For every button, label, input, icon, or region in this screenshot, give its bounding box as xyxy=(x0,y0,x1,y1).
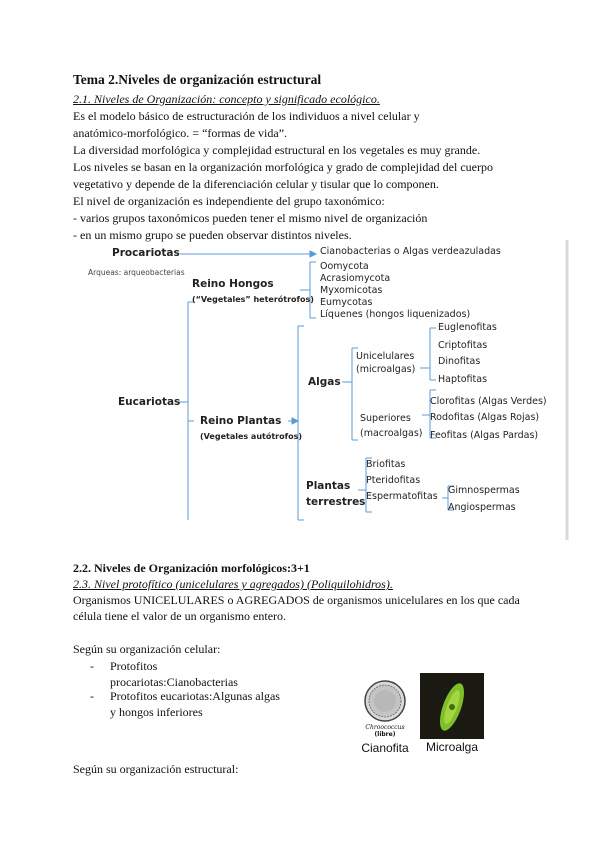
terr-item: Espermatofitas xyxy=(366,491,438,502)
paragraph-line: Según su organización celular: xyxy=(73,642,221,656)
unicel-item: Dinofitas xyxy=(438,356,481,367)
list-item-cont: y hongos inferiores xyxy=(110,705,203,719)
paragraph-line: - en un mismo grupo se pueden observar distintos niveles. xyxy=(73,228,352,242)
plantas-terrestres-label: Plantas xyxy=(306,480,351,492)
page-title: Tema 2.Niveles de organización estructural xyxy=(73,72,322,87)
microalga-cell-icon xyxy=(420,673,484,739)
list-item: Protofitos xyxy=(110,659,158,673)
unicelulares-label: Unicelulares xyxy=(356,351,415,362)
paragraph-line: Según su organización estructural: xyxy=(73,762,239,776)
algas-label: Algas xyxy=(308,376,341,388)
cianofita-caption: Cianofita xyxy=(361,741,409,755)
unicelulares-sublabel: (microalgas) xyxy=(356,364,416,375)
bullet-dash: - xyxy=(90,689,94,703)
hongos-item: Eumycotas xyxy=(320,297,373,308)
reino-hongos-label: Reino Hongos xyxy=(192,278,274,290)
arqueas-label: Arqueas: arqueobacterias xyxy=(88,268,185,277)
chroococcus-sublabel: (libre) xyxy=(374,731,396,738)
paragraph-line: Los niveles se basan en la organización morfológica y grado de complejidad del cuerpo xyxy=(73,160,493,174)
super-item: Clorofitas (Algas Verdes) xyxy=(430,396,547,407)
plantas-subtitle: (Vegetales autótrofos) xyxy=(200,432,302,441)
bullet-dash: - xyxy=(90,659,94,673)
section-3-title: 2.3. Nivel protofítico (unicelulares y agregados) (Poliquilohidros). xyxy=(73,577,393,591)
super-item: Rodofitas (Algas Rojas) xyxy=(430,412,540,423)
paragraph-line: anatómico-morfológico. = “formas de vida”. xyxy=(73,126,288,140)
paragraph-line: Es el modelo básico de estructuración de los individuos a nivel celular y xyxy=(73,109,420,123)
superiores-label: Superiores xyxy=(360,413,411,424)
list-item-cont: procariotas:Cianobacterias xyxy=(110,675,238,689)
unicel-item: Criptofitas xyxy=(438,340,488,351)
paragraph-line: La diversidad morfológica y complejidad estructural en los vegetales es muy grande. xyxy=(73,143,481,157)
cianobacterias-label: Cianobacterias o Algas verdeazuladas xyxy=(320,246,501,257)
microalga-caption: Microalga xyxy=(425,740,479,754)
esperm-item: Gimnospermas xyxy=(448,485,520,496)
hongos-item: Líquenes (hongos liquenizados) xyxy=(320,309,471,320)
procariotas-label: Procariotas xyxy=(112,247,180,259)
list-item: Protofitos eucariotas:Algunas algas xyxy=(110,689,280,703)
unicel-item: Haptofitas xyxy=(438,374,488,385)
superiores-sublabel: (macroalgas) xyxy=(360,428,423,439)
hongos-subtitle: (“Vegetales” heterótrofos) xyxy=(192,295,314,304)
plantas-terrestres-label-2: terrestres xyxy=(306,496,366,508)
chroococcus-label: Chroococcus xyxy=(365,724,405,731)
section-1-title: 2.1. Niveles de Organización: concepto y significado ecológico. xyxy=(73,92,380,106)
unicel-item: Euglenofitas xyxy=(438,322,497,333)
section-2-title: 2.2. Niveles de Organización morfológicos:3+1 xyxy=(73,561,310,575)
paragraph-line: El nivel de organización es independiente del grupo taxonómico: xyxy=(73,194,385,208)
esperm-item: Angiospermas xyxy=(448,502,516,513)
terr-item: Briofitas xyxy=(366,459,406,470)
hongos-item: Oomycota xyxy=(320,261,369,272)
classification-diagram xyxy=(70,240,570,540)
paragraph-line: - varios grupos taxonómicos pueden tener el mismo nivel de organización xyxy=(73,211,428,225)
super-item: Feofitas (Algas Pardas) xyxy=(430,430,539,441)
paragraph-line: vegetativo y depende de la diferenciación celular y tisular que lo componen. xyxy=(73,177,439,191)
reino-plantas-label: Reino Plantas xyxy=(200,415,282,427)
paragraph-line: célula tiene el valor de un organismo entero. xyxy=(73,609,287,623)
paragraph-line: Organismos UNICELULARES o AGREGADOS de organismos unicelulares en los que cada xyxy=(73,593,520,607)
cianofita-image xyxy=(356,673,414,741)
eucariotas-label: Eucariotas xyxy=(118,396,181,408)
hongos-item: Myxomicotas xyxy=(320,285,383,296)
hongos-item: Acrasiomycota xyxy=(320,273,391,284)
terr-item: Pteridofitas xyxy=(366,475,421,486)
microalga-image xyxy=(420,673,484,739)
